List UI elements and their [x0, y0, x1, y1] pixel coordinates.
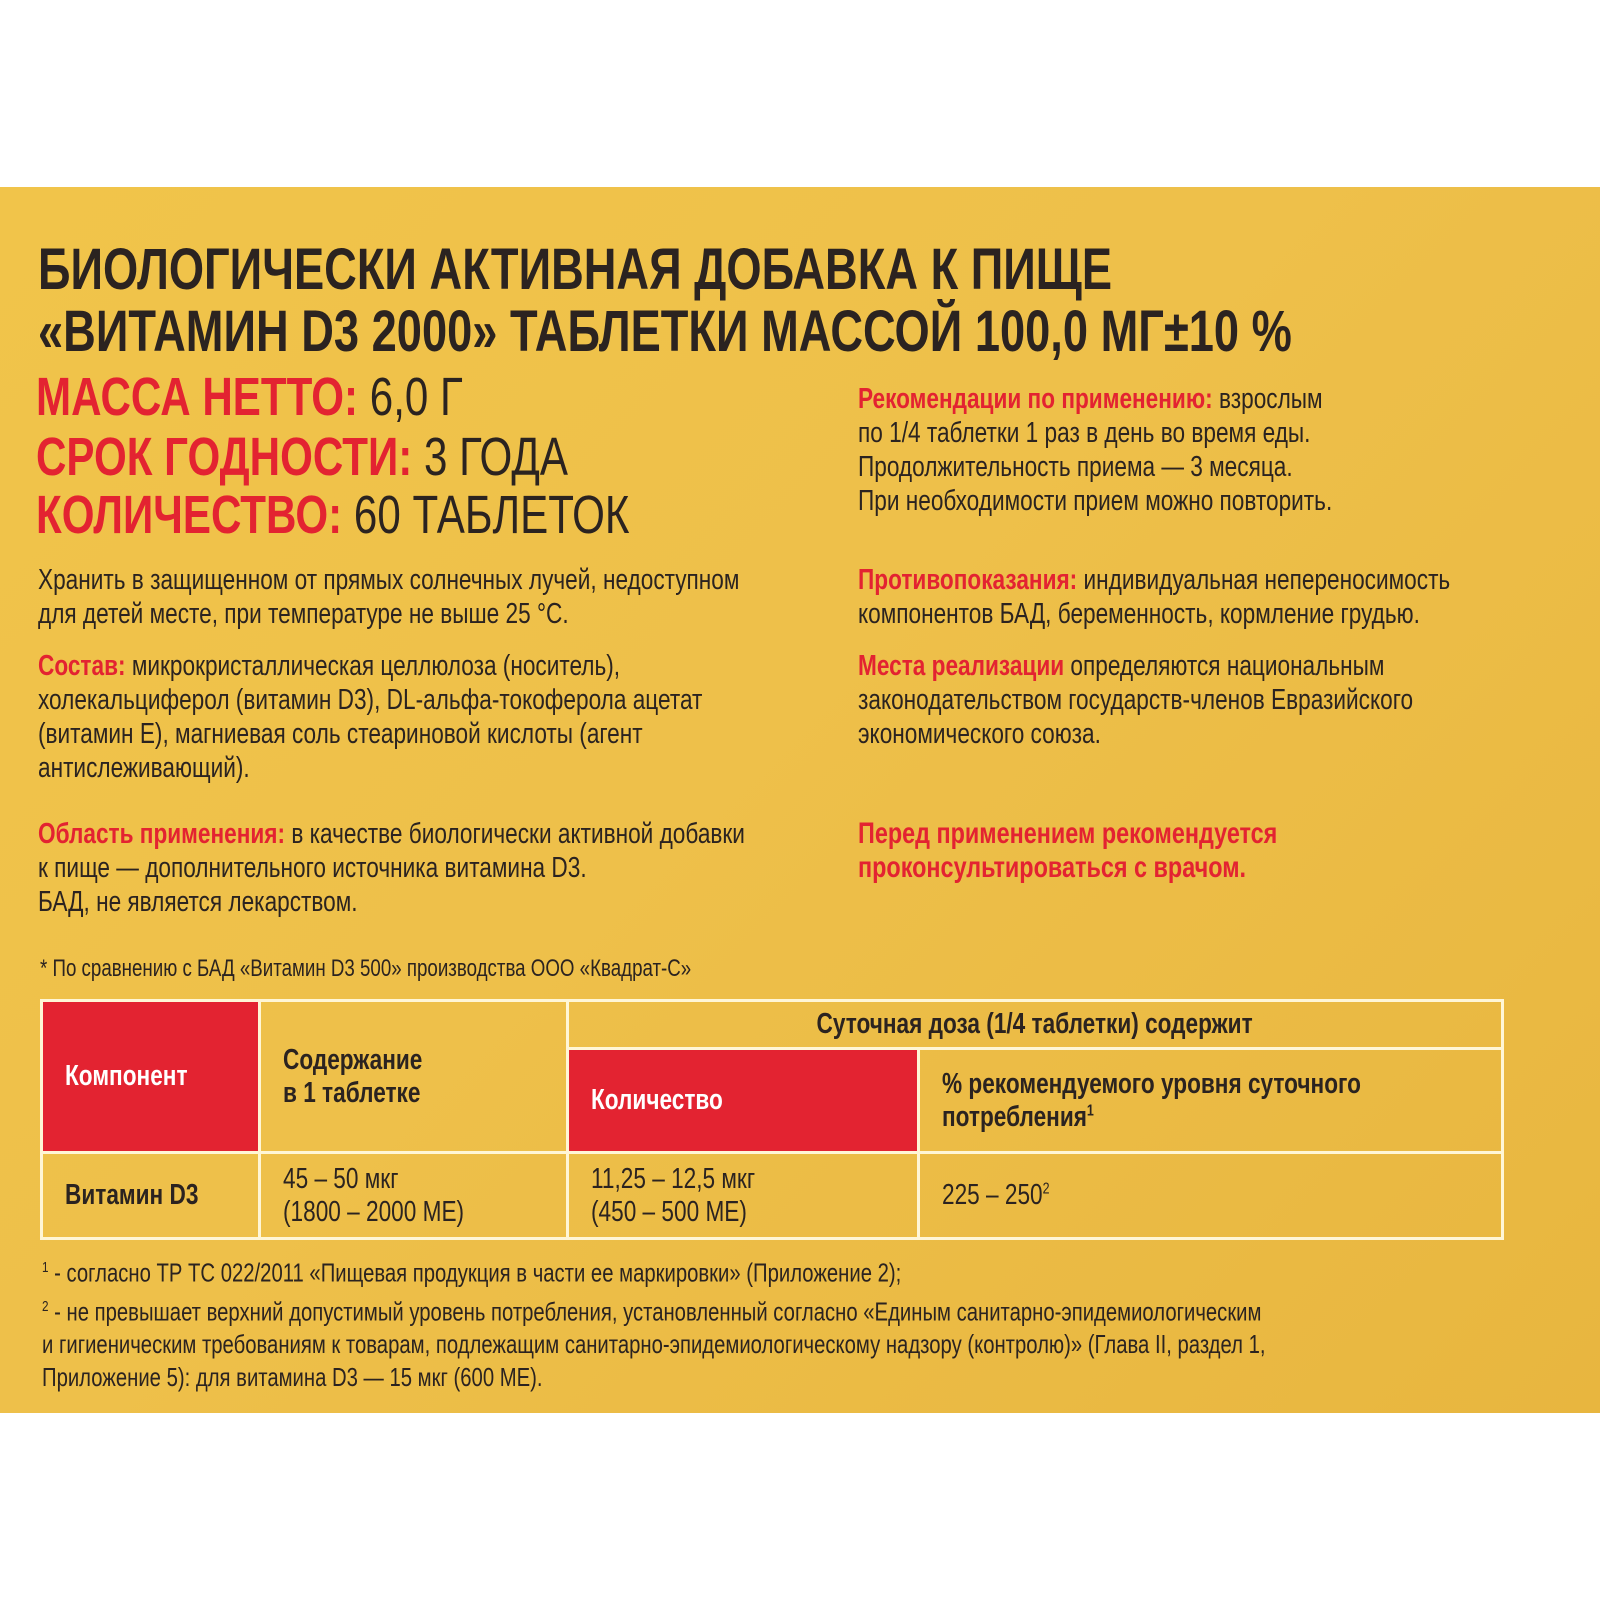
recommendations-line-4: При необходимости прием можно повторить.	[858, 485, 1333, 517]
contraindications-label: Противопоказания:	[858, 564, 1078, 596]
contraindications	[858, 563, 1600, 631]
tablet-count	[36, 485, 797, 545]
shelf-life	[36, 427, 718, 487]
shelf-life-label: СРОК ГОДНОСТИ:	[36, 427, 413, 487]
comparison-note-text: * По сравнению с БАД «Витамин D3 500» производства ООО «Квадрат-С»	[40, 955, 692, 982]
footnote-1-mark: 1	[42, 1259, 49, 1276]
storage-conditions	[38, 563, 937, 631]
composition-label: Состав:	[38, 650, 126, 682]
application-area	[38, 817, 944, 919]
recommendations-line-3: Продолжительность приема — 3 месяца.	[858, 451, 1293, 483]
product-title	[38, 239, 1600, 363]
tablet-count-label: КОЛИЧЕСТВО:	[36, 485, 343, 545]
cell-amount-line-2: (450 – 500 МЕ)	[591, 1195, 748, 1228]
footnotes	[42, 1251, 1600, 1394]
nutrition-table	[40, 999, 1504, 1240]
storage-line-1: Хранить в защищенном от прямых солнечных лучей, недоступном	[38, 564, 740, 596]
header-percent-line-2: потребления	[941, 1100, 1087, 1133]
header-amount-text: Количество	[591, 1084, 723, 1116]
contraindications-line-2: компонентов БАД, беременность, кормление грудью.	[858, 598, 1420, 630]
net-mass	[36, 367, 583, 427]
composition-line-4: антислеживающий).	[38, 752, 250, 784]
application-line-3: БАД, не является лекарством.	[38, 886, 358, 918]
comparison-note	[40, 954, 875, 984]
recommendations-line-2: по 1/4 таблетки 1 раз в день во время еды.	[858, 417, 1311, 449]
sales-line-2: законодательством государств-членов Евразийского	[858, 684, 1414, 716]
cell-component	[42, 1153, 260, 1239]
recommendations-label: Рекомендации по применению:	[858, 383, 1213, 415]
footnote-2-line-1: - не превышает верхний допустимый уровень потребления, установленный согласно «Единым санитарно-эпидемиологическим	[48, 1296, 1262, 1327]
cell-percent-value: 225 – 250	[941, 1179, 1043, 1211]
cell-component-text: Витамин D3	[65, 1179, 199, 1211]
net-mass-label: МАССА НЕТТО:	[36, 367, 359, 427]
composition-line-1: микрокристаллическая целлюлоза (носитель),	[125, 650, 621, 682]
header-content-line-1: Содержание	[283, 1043, 423, 1076]
cell-content-per-tablet	[260, 1153, 568, 1239]
title-line-1: БИОЛОГИЧЕСКИ АКТИВНАЯ ДОБАВКА К ПИЩЕ	[38, 237, 1113, 302]
composition-line-2: холекальциферол (витамин D3), DL-альфа-токоферола ацетат	[38, 684, 703, 716]
product-label-panel	[0, 187, 1600, 1413]
composition-line-3: (витамин Е), магниевая соль стеариновой кислоты (агент	[38, 718, 643, 750]
shelf-life-value: 3 ГОДА	[412, 427, 568, 487]
net-mass-value: 6,0 Г	[358, 367, 463, 427]
title-line-2: «ВИТАМИН D3 2000» ТАБЛЕТКИ МАССОЙ 100,0 МГ±10 %	[38, 299, 1292, 364]
footnote-1-text: - согласно ТР ТС 022/2011 «Пищевая продукция в части ее маркировки» (Приложение 2);	[48, 1257, 902, 1288]
header-percent-sup: 1	[1086, 1101, 1094, 1119]
footnote-2-mark: 2	[42, 1297, 49, 1315]
warning-line-1: Перед применением рекомендуется	[858, 817, 1278, 850]
sales-line-1: определяются национальным	[1064, 650, 1385, 682]
cell-content-line-2: (1800 – 2000 МЕ)	[283, 1195, 465, 1228]
application-line-2: к пище — дополнительного источника витамина D3.	[38, 852, 587, 884]
header-component	[42, 1001, 260, 1153]
header-percent-line-1: % рекомендуемого уровня суточного	[941, 1067, 1361, 1100]
header-percent-daily	[918, 1049, 1502, 1153]
sales-label: Места реализации	[858, 650, 1065, 682]
table-row	[42, 1153, 1503, 1239]
contraindications-line-1: индивидуальная непереносимость	[1077, 564, 1451, 596]
storage-line-2: для детей месте, при температуре не выше 25 °С.	[38, 598, 569, 630]
tablet-count-value: 60 ТАБЛЕТОК	[342, 485, 630, 545]
places-of-sale	[858, 649, 1570, 751]
header-daily-dose-text: Суточная доза (1/4 таблетки) содержит	[816, 1008, 1254, 1040]
usage-recommendations	[858, 382, 1466, 518]
header-amount	[568, 1049, 919, 1153]
cell-content-line-1: 45 – 50 мкг	[283, 1162, 399, 1195]
cell-percent-daily	[918, 1153, 1502, 1239]
composition	[38, 649, 890, 785]
header-content-per-tablet	[260, 1001, 568, 1153]
recommendations-line-1: взрослым	[1212, 383, 1323, 415]
header-daily-dose	[568, 1001, 1503, 1049]
footnote-2-line-3: Приложение 5): для витамина D3 — 15 мкг (600 МЕ).	[42, 1362, 543, 1393]
warning-line-2: проконсультироваться с врачом.	[858, 851, 1247, 884]
header-component-text: Компонент	[65, 1060, 188, 1092]
application-line-1: в качестве биологически активной добавки	[285, 818, 745, 850]
application-label: Область применения:	[38, 818, 286, 850]
header-content-line-2: в 1 таблетке	[283, 1076, 421, 1109]
cell-amount-line-1: 11,25 – 12,5 мкг	[591, 1162, 756, 1195]
cell-amount	[568, 1153, 919, 1239]
cell-percent-sup: 2	[1042, 1180, 1050, 1198]
footnote-2-line-2: и гигиеническим требованиям к товарам, подлежащим санитарно-эпидемиологическому надзору (контролю)» (Глава II, раздел 1,	[42, 1329, 1266, 1360]
sales-line-3: экономического союза.	[858, 718, 1101, 750]
doctor-consultation-warning	[858, 817, 1396, 885]
